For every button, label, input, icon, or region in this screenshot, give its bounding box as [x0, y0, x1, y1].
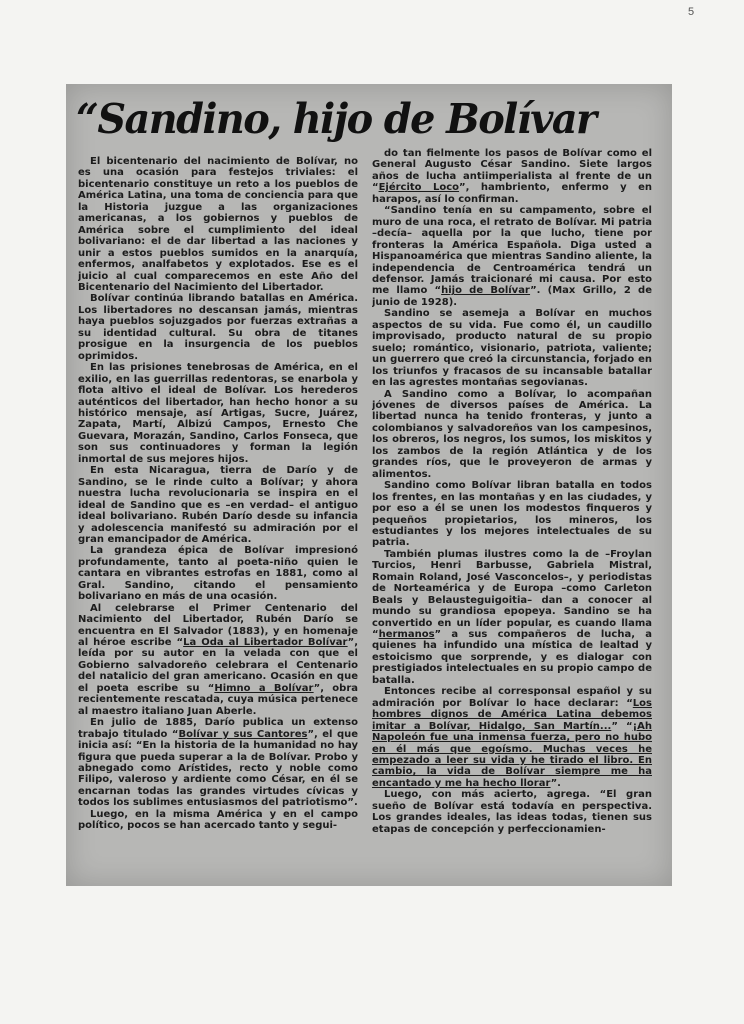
paragraph-text: ” “ [611, 720, 633, 732]
article-paragraph [372, 789, 652, 835]
article-paragraph [78, 465, 358, 545]
paragraph-text: ”. [550, 777, 561, 789]
newspaper-clipping [66, 84, 672, 886]
paragraph-text: En julio de 1885, Darío publica un extenso trabajo titulado “ [78, 717, 358, 740]
article-paragraph [78, 603, 358, 718]
paragraph-text: ”, el que inicia así: “En la historia de la humanidad no hay figura que pueda superar a la de Bolívar. Probo y abnegado como Arístides, recto y noble como Filipo, valeroso y ardiente como César, en él se encarnan todas las grandes virtudes cívicas y todos los sublimes entusiasmos del patriotismo”. [78, 728, 358, 809]
paragraph-text: Entonces recibe al corresponsal español y su admiración por Bolívar lo hace declarar: “ [372, 686, 652, 709]
paragraph-text: Sandino como Bolívar libran batalla en todos los frentes, en las montañas y en las ciudades, y por eso a él se unen los modestos finqueros y pequeños propietarios, los mineros, los estudiantes y los mejores intelectuales de su patria. [372, 480, 652, 549]
article-paragraph [372, 686, 652, 789]
paragraph-text: También plumas ilustres como la de –Froylan Turcios, Henri Barbusse, Gabriela Mistral, Romain Roland, José Vasconcelos–, y periodistas de Norteamérica y de Europa –como Carleton Beals y Belausteguigoitia– dan a conocer al mundo su grandiosa epopeya. Sandino se ha convertido en un líder popular, es cuando llama “ [372, 548, 652, 641]
underlined-text: ¡Ah Napoleón fue una inmensa fuerza, pero no hubo en él más que egoísmo. Muchas veces he empezado a leer su vida y he tirado el libro. En cambio, la vida de Bolívar siempre me ha encantado y me ha hecho llorar [372, 720, 652, 789]
underlined-text: La Oda al Libertador Bolívar [183, 637, 348, 649]
article-paragraph [372, 308, 652, 388]
paragraph-text: ”. (Max Grillo, 2 de junio de 1928). [372, 285, 652, 308]
article-paragraph [372, 205, 652, 308]
paragraph-text: ”, leída por su autor en la velada con que el Gobierno salvadoreño celebrara el Centenario del natalicio del gran americano. Ocasión en que el poeta escribe su “ [78, 637, 358, 694]
paragraph-text: Luego, con más acierto, agrega. “El gran sueño de Bolívar está todavía en perspectiva. Los grandes ideales, las ideas todas, tienen sus etapas de concepción y perfeccionamien- [372, 789, 652, 835]
page-number: 5 [688, 6, 695, 18]
paragraph-text: La grandeza épica de Bolívar impresionó profundamente, tanto al poeta-niño quien le cantara en vibrantes estrofas en 1881, como al Gral. Sandino, citando el pensamiento bolivariano en más de una ocasión. [78, 545, 358, 603]
article-paragraph [78, 156, 358, 293]
underlined-text: Los hombres dignos de América Latina debemos imitar a Bolívar, Hidalgo, San Martín... [372, 697, 652, 732]
article-paragraph [78, 809, 358, 832]
paragraph-text: Sandino se asemeja a Bolívar en muchos aspectos de su vida. Fue como él, un caudillo improvisado, producto natural de su propio suelo; romántico, visionario, patriota, valiente; un guerrero que creó la circunstancia, forjado en los triunfos y fracasos de su incansable batallar en las agrestes montañas segovianas. [372, 308, 652, 389]
left-column [78, 156, 358, 882]
underlined-text: Himno a Bolívar [214, 682, 314, 694]
article-paragraph [78, 717, 358, 809]
article-paragraph [78, 545, 358, 602]
paragraph-text: Al celebrarse el Primer Centenario del Nacimiento del Libertador, Rubén Darío se encuentra en El Salvador (1883), y en homenaje al héroe escribe “ [78, 602, 358, 649]
article-paragraph [78, 293, 358, 362]
underlined-text: hijo de Bolívar [441, 285, 531, 297]
headline: “Sandino, hijo de Bolívar [76, 95, 596, 143]
article-paragraph [372, 148, 652, 205]
right-column [372, 148, 652, 884]
underlined-text: Ejército Loco [378, 182, 460, 194]
article-paragraph [78, 362, 358, 465]
underlined-text: hermanos [378, 629, 435, 641]
article-paragraph [372, 389, 652, 481]
paragraph-text: ”, hambriento, enfermo y en harapos, así lo confirman. [372, 182, 652, 205]
article-paragraph [372, 549, 652, 686]
underlined-text: Bolívar y sus Cantores [178, 728, 308, 740]
paragraph-text: “Sandino tenía en su campamento, sobre el muro de una roca, el retrato de Bolívar. Mi patria –decía– aquella por la que lucho, tiene por fronteras la América Española. Diga usted a Hispanoamérica que mientras Sandino aliente, la independencia de Centroamérica tendrá un defensor. Jamás traicionaré mi causa. Por esto me llamo “ [372, 205, 652, 297]
paragraph-text: El bicentenario del nacimiento de Bolívar, no es una ocasión para festejos triviales: el bicentenario constituye un reto a los pueblos de América Latina, una toma de conciencia para que la Historia juzgue a las organizaciones americanas, a los gobiernos y pueblos de América sobre el cumplimiento del ideal bolivariano: el de dar libertad a las naciones y unir a estos pueblos sumidos en la anarquía, enfermos, analfabetos y explotados. Ese es el juicio al cual comparecemos en este Año del Bicentenario del Nacimiento del Libertador. [78, 156, 358, 293]
paragraph-text: En las prisiones tenebrosas de América, en el exilio, en las guerrillas redentoras, se enarbola y flota altivo el ideal de Bolívar. Los herederos auténticos del libertador, han hecho honor a su histórico mensaje, así Artigas, Sucre, Juárez, Zapata, Martí, Albizú Campos, Ernesto Che Guevara, Morazán, Sandino, Carlos Fonseca, que son sus continuadores y forman la legión inmortal de sus mejores hijos. [78, 362, 358, 465]
paragraph-text: Luego, en la misma América y en el campo político, pocos se han acercado tanto y segui- [78, 808, 358, 832]
paragraph-text: ”, obra recientemente rescatada, cuya música pertenece al maestro italiano Juan Aberle. [78, 682, 358, 717]
paragraph-text: Bolívar continúa librando batallas en América. Los libertadores no descansan jamás, mientras haya pueblos sojuzgados por fuerzas extrañas a su identidad cultural. Su obra de titanes prosigue en la insurgencia de los pueblos oprimidos. [78, 293, 358, 362]
article-paragraph [372, 480, 652, 549]
paragraph-text: A Sandino como a Bolívar, lo acompañan jóvenes de diversos países de América. La libertad nunca ha tenido fronteras, y junto a colombianos y salvadoreños van los campesinos, los obreros, los negros, los sumos, los miskitos y los zambos de la región Atlántica y de los grandes ríos, que le proveyeron de armas y alimentos. [372, 388, 652, 480]
paragraph-text: do tan fielmente los pasos de Bolívar como el General Augusto César Sandino. Siete largos años de lucha antiimperialista al frente de un “ [372, 148, 652, 194]
paragraph-text: En esta Nicaragua, tierra de Darío y de Sandino, se le rinde culto a Bolívar; y ahora nuestra lucha revolucionaria se inspira en el ideal de Sandino que es –en verdad– el antiguo ideal bolivariano. Rubén Darío desde su infancia y adolescencia manifestó su admiración por el gran emancipador de América. [78, 465, 358, 545]
paragraph-text: ” a sus compañeros de lucha, a quienes ha infundido una mística de lealtad y estoicismo que sorprende, y es dialogar con prestigiados intelectuales en su propio campo de batalla. [372, 629, 652, 686]
